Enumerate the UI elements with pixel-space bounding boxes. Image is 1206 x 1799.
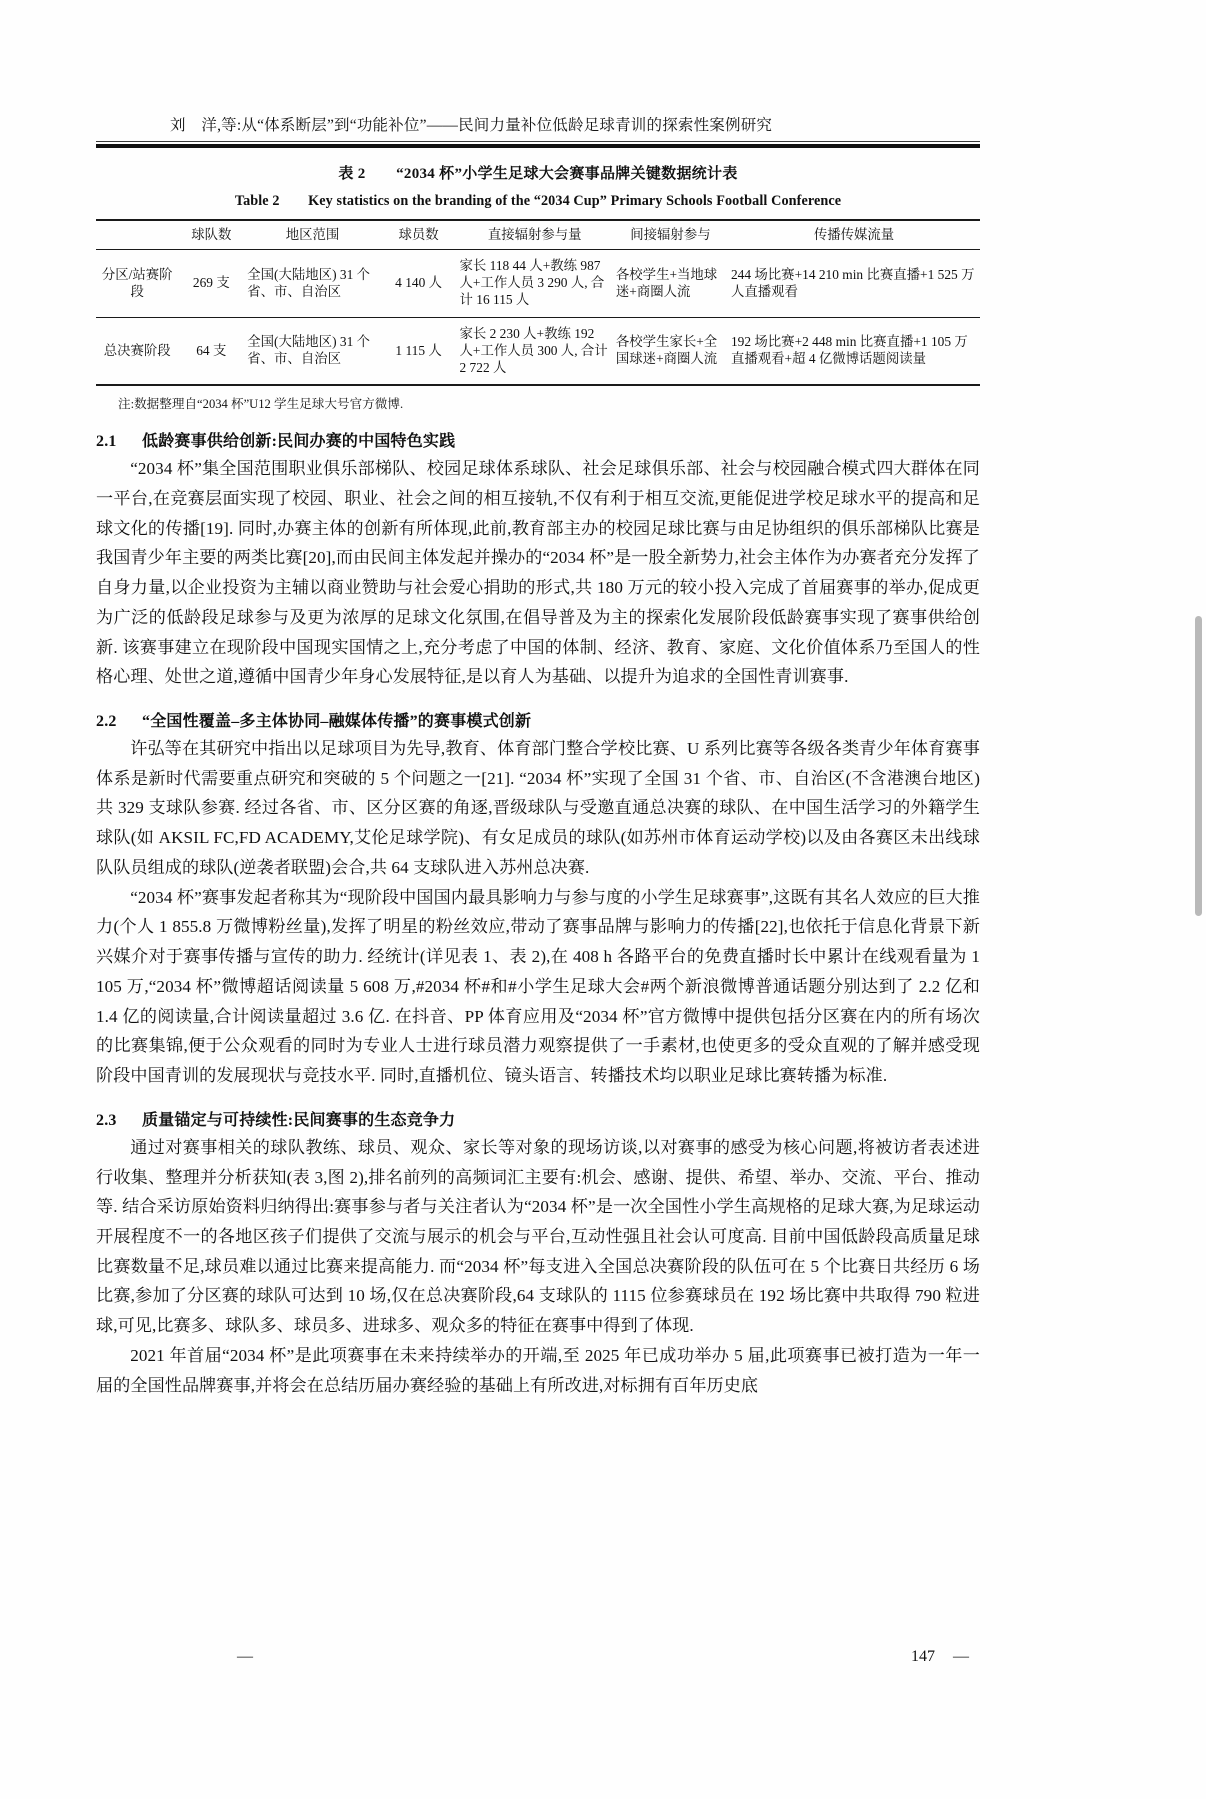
footer-dash-left: — xyxy=(237,1648,253,1665)
paragraph-2-1-1: “2034 杯”集全国范围职业俱乐部梯队、校园足球体系球队、社会足球俱乐部、社会与校园融合模式四大群体在同一平台,在竞赛层面实现了校园、职业、社会之间的相互接轨,不仅有利于相互交流,更能促进学校足球水平的提高和足球文化的传播[19]. 同时,办赛主体的创新有所体现,此前,教育部主办的校园足球比赛与由足协组织的俱乐部梯队比赛是我国青少年主要的两类比赛[20],而由民间主体发起并操办的“2034 杯”是一股全新势力,社会主体作为办赛者充分发挥了自身力量,以企业投资为主辅以商业赞助与社会爱心捐助的形式,共 180 万元的较小投入完成了首届赛事的举办,促成更为广泛的低龄段足球参与及更为浓厚的足球文化氛围,在倡导普及为主的探索化发展阶段低龄赛事实现了赛事供给创新. 该赛事建立在现阶段中国现实国情之上,充分考虑了中国的体制、经济、教育、家庭、文化价值体系乃至国人的性格心理、处世之道,遵循中国青少年身心发展特征,是以育人为基础、以提升为追求的全国性青训赛事. xyxy=(96,459,980,687)
table-caption-chinese: 表 2 “2034 杯”小学生足球大会赛事品牌关键数据统计表 xyxy=(338,166,738,182)
statistics-table xyxy=(96,219,980,386)
page-number: 147 xyxy=(911,1648,935,1665)
cell-players: 1 115 人 xyxy=(395,342,442,358)
cell-direct: 家长 2 230 人+教练 192 人+工作人员 300 人, 合计 2 722 人 xyxy=(459,325,608,375)
table-body xyxy=(96,250,980,385)
section-heading-2-1 xyxy=(96,428,980,451)
header-rule-thin xyxy=(96,141,980,142)
column-header-teams: 球队数 xyxy=(191,227,232,242)
cell-region: 全国(大陆地区) 31 个省、市、自治区 xyxy=(247,334,371,367)
section-number-2-2: 2.2 xyxy=(96,712,117,730)
statistics-table-wrapper xyxy=(96,219,980,412)
paragraph-2-2-2: “2034 杯”赛事发起者称其为“现阶段中国国内最具影响力与参与度的小学生足球赛事”,这既有其名人效应的巨大推力(个人 1 855.8 万微博粉丝量),发挥了明星的粉丝效应,带动了赛事品牌与影响力的传播[22],也依托于信息化背景下新兴媒介对于赛事传播与宣传的助力. 经统计(详见表 1、表 2),在 408 h 各路平台的免费直播时长中累计在线观看量为 1 105 万,“2034 杯”微博超话阅读量 5 608 万,#2034 杯#和#小学生足球大会#两个新浪微博普通话题分别达到了 2.2 亿和 1.4 亿的阅读量,合计阅读量超过 3.6 亿. 在抖音、PP 体育应用及“2034 杯”官方微博中提供包括分区赛在内的所有场次的比赛集锦,便于公众观看的同时为专业人士进行球员潜力观察提供了一手素材,也使更多的受众直观的了解并感受现阶段中国青训的发展现状与竞技水平. 同时,直播机位、镜头语言、转播技术均以职业足球比赛转播为标准. xyxy=(96,887,980,1086)
scrollbar-thumb[interactable] xyxy=(1195,616,1202,916)
table-row xyxy=(96,250,980,317)
section-title-2-3: 质量锚定与可持续性:民间赛事的生态竞争力 xyxy=(142,1111,456,1129)
table-head xyxy=(96,220,980,250)
page-footer xyxy=(0,1648,1206,1666)
column-header-direct: 直接辐射参与量 xyxy=(487,227,582,242)
column-header-media: 传播传媒流量 xyxy=(813,227,895,242)
section-heading-2-3 xyxy=(96,1107,980,1130)
column-header-region: 地区范围 xyxy=(285,227,340,242)
cell-indirect: 各校学生+当地球迷+商圈人流 xyxy=(615,266,718,299)
table-caption-english: Table 2 Key statistics on the branding of the “2034 Cup” Primary Schools Football Conference xyxy=(234,193,842,209)
cell-teams: 64 支 xyxy=(196,342,227,358)
section-heading-2-2 xyxy=(96,708,980,731)
cell-players: 4 140 人 xyxy=(395,275,443,291)
paragraph-2-3-2: 2021 年首届“2034 杯”是此项赛事在未来持续举办的开端,至 2025 年已成功举办 5 届,此项赛事已被打造为一年一届的全国性品牌赛事,并将会在总结历届办赛经验的基础上有所改进,对标拥有百年历史底 xyxy=(96,1345,980,1395)
cell-stage: 分区/站赛阶段 xyxy=(101,266,173,299)
cell-media: 192 场比赛+2 448 min 比赛直播+1 105 万直播观看+超 4 亿微博话题阅读量 xyxy=(730,334,968,367)
running-head: 刘 洋,等:从“体系断层”到“功能补位”——民间力量补位低龄足球青训的探索性案例研究 xyxy=(170,117,773,134)
section-title-2-2: “全国性覆盖–多主体协同–融媒体传播”的赛事模式创新 xyxy=(142,712,532,730)
table-note: 注:数据整理自“2034 杯”U12 学生足球大号官方微博. xyxy=(118,397,404,412)
cell-media: 244 场比赛+14 210 min 比赛直播+1 525 万人直播观看 xyxy=(730,266,975,299)
cell-stage: 总决赛阶段 xyxy=(103,342,171,358)
section-number-2-1: 2.1 xyxy=(96,433,117,451)
cell-teams: 269 支 xyxy=(192,275,230,291)
table-header-row xyxy=(96,220,980,250)
cell-direct: 家长 118 44 人+教练 987 人+工作人员 3 290 人, 合计 16 115 人 xyxy=(459,258,605,308)
column-header-indirect: 间接辐射参与 xyxy=(630,227,711,242)
table-row xyxy=(96,317,980,385)
header-rule-thick xyxy=(96,144,980,148)
footer-dash-right: — xyxy=(953,1648,969,1665)
section-title-2-1: 低龄赛事供给创新:民间办赛的中国特色实践 xyxy=(142,433,456,451)
column-header-players: 球员数 xyxy=(398,227,439,242)
paragraph-2-2-1: 许弘等在其研究中指出以足球项目为先导,教育、体育部门整合学校比赛、U 系列比赛等各级各类青少年体育赛事体系是新时代需要重点研究和突破的 5 个问题之一[21]. “2034 杯”实现了全国 31 个省、市、自治区(不含港澳台地区)共 329 支球队参赛. 经过各省、市、区分区赛的角逐,晋级球队与受邀直通总决赛的球队、在中国生活学习的外籍学生球队(如 AKSIL FC,FD ACADEMY,艾伦足球学院)、有女足成员的球队(如苏州市体育运动学校)以及由各赛区未出线球队队员组成的球队(逆袭者联盟)会合,共 64 支球队进入苏州总决赛. xyxy=(96,738,980,877)
cell-indirect: 各校学生家长+全国球迷+商圈人流 xyxy=(615,334,718,367)
page-content xyxy=(96,0,980,1400)
cell-region: 全国(大陆地区) 31 个省、市、自治区 xyxy=(247,266,371,299)
section-number-2-3: 2.3 xyxy=(96,1111,117,1129)
column-header-stage xyxy=(96,220,178,250)
paragraph-2-3-1: 通过对赛事相关的球队教练、球员、观众、家长等对象的现场访谈,以对赛事的感受为核心问题,将被访者表述进行收集、整理并分析获知(表 3,图 2),排名前列的高频词汇主要有:机会、感谢、提供、希望、举办、交流、平台、推动等. 结合采访原始资料归纳得出:赛事参与者与关注者认为“2034 杯”是一次全国性小学生高规格的足球大赛,为足球运动开展程度不一的各地区孩子们提供了交流与展示的机会与平台,互动性强且社会认可度高. 目前中国低龄段高质量足球比赛数量不足,球员难以通过比赛来提高能力. 而“2034 杯”每支进入全国总决赛阶段的队伍可在 5 个比赛日共经历 6 场比赛,参加了分区赛的球队可达到 10 场,仅在总决赛阶段,64 支球队的 1115 位参赛球员在 192 场比赛中共取得 790 粒进球,可见,比赛多、球队多、球员多、进球多、观众多的特征在赛事中得到了体现. xyxy=(96,1137,980,1336)
